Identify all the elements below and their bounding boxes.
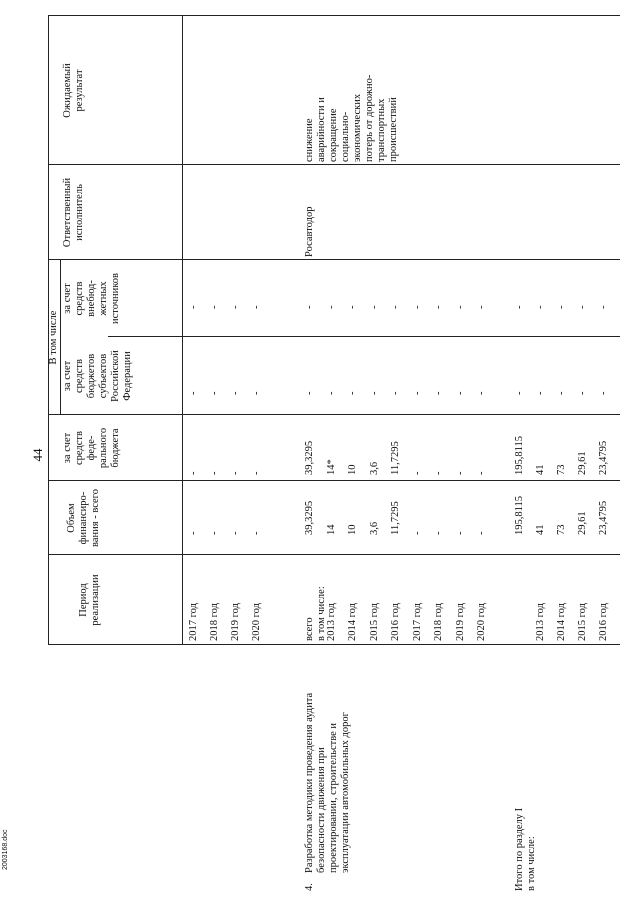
header-bottom-line — [182, 15, 183, 645]
period-cell: 2013 год — [535, 603, 546, 641]
period-cell: всего в том числе: — [304, 586, 327, 641]
federal-cell: 29,61 — [577, 451, 588, 475]
period-cell: 2020 год — [476, 603, 487, 641]
header-result: Ожидаемый результат — [62, 63, 85, 118]
federal-cell: - — [251, 471, 262, 475]
volume-cell: - — [476, 531, 487, 535]
subheader-line — [60, 260, 61, 415]
column-line — [108, 336, 620, 337]
header-period: Период реализации — [78, 574, 101, 626]
period-cell: 2019 год — [454, 603, 466, 641]
header-volume: Объем финансиро- вания - всего — [66, 489, 101, 547]
volume-cell: 3,6 — [368, 521, 380, 535]
regional-cell: - — [411, 391, 423, 395]
regional-cell: - — [230, 391, 241, 395]
volume-cell: 23,4795 — [598, 500, 609, 535]
header-including: В том числе — [48, 310, 59, 365]
total-label: Итого по разделу I в том числе: — [514, 807, 537, 891]
extra-cell: - — [347, 305, 358, 309]
extra-cell: - — [411, 305, 423, 309]
volume-cell: 29,61 — [577, 511, 588, 535]
extra-cell: - — [230, 305, 241, 309]
period-cell: 2015 год — [577, 603, 588, 641]
regional-cell: - — [535, 391, 546, 395]
federal-cell: 3,6 — [368, 461, 380, 475]
header-regional: за счет средств бюджетов субъектов Российской Федерации — [62, 350, 133, 402]
volume-cell: 39,3295 — [304, 500, 315, 535]
regional-cell: - — [556, 391, 567, 395]
period-cell: 2016 год — [598, 603, 609, 641]
rotated-page — [30, 15, 620, 895]
volume-cell: 10 — [347, 524, 358, 535]
column-line — [48, 259, 620, 260]
period-cell: 2020 год — [251, 603, 262, 641]
volume-cell: 73 — [556, 524, 567, 535]
federal-cell: - — [476, 471, 487, 475]
regional-cell: - — [598, 391, 609, 395]
period-cell: 2017 год — [188, 603, 199, 641]
regional-cell: - — [188, 391, 199, 395]
regional-cell: - — [577, 391, 588, 395]
extra-cell: - — [476, 305, 487, 309]
period-cell: 2015 год — [368, 603, 380, 641]
extra-cell: - — [304, 305, 315, 309]
extra-cell: - — [598, 305, 609, 309]
column-line — [48, 480, 620, 481]
volume-cell: - — [433, 531, 444, 535]
item-executor: Росавтодор — [304, 206, 315, 257]
federal-cell: - — [188, 471, 199, 475]
volume-cell: - — [251, 531, 262, 535]
item-number: 4. — [304, 883, 315, 891]
regional-cell: - — [390, 391, 401, 395]
regional-cell: - — [454, 391, 466, 395]
header-executor: Ответственный исполнитель — [62, 177, 85, 248]
regional-cell: - — [347, 391, 358, 395]
federal-cell: 14* — [325, 459, 337, 475]
regional-cell: - — [514, 391, 525, 395]
volume-cell: 14 — [325, 524, 337, 535]
budget-table — [48, 15, 620, 895]
federal-cell: - — [230, 471, 241, 475]
period-cell: 2019 год — [230, 603, 241, 641]
federal-cell: 23,4795 — [598, 440, 609, 475]
header-federal: за счет средств феде- рального бюджета — [62, 427, 121, 469]
period-cell: 2018 год — [433, 603, 444, 641]
federal-cell: 11,7295 — [390, 441, 401, 475]
page-number: 44 — [30, 448, 45, 462]
federal-cell: 195,8115 — [514, 436, 525, 475]
regional-cell: - — [209, 391, 220, 395]
period-cell: 2018 год — [209, 603, 220, 641]
table-border-left — [48, 644, 620, 645]
extra-cell: - — [577, 305, 588, 309]
volume-cell: - — [411, 531, 423, 535]
federal-cell: - — [411, 471, 423, 475]
regional-cell: - — [251, 391, 262, 395]
extra-cell: - — [514, 305, 525, 309]
document-id: 2003168.doc — [2, 829, 9, 870]
regional-cell: - — [325, 391, 337, 395]
extra-cell: - — [368, 305, 380, 309]
extra-cell: - — [556, 305, 567, 309]
column-line — [48, 164, 620, 165]
extra-cell: - — [433, 305, 444, 309]
regional-cell: - — [433, 391, 444, 395]
federal-cell: 41 — [535, 464, 546, 475]
federal-cell: - — [209, 471, 220, 475]
regional-cell: - — [368, 391, 380, 395]
volume-cell: 11,7295 — [390, 501, 401, 535]
extra-cell: - — [188, 305, 199, 309]
item-title: Разработка методики проведения аудита безопасности движения при проектировании, строительстве и эксплуатации автомобильных дорог — [304, 692, 351, 873]
header-extra: за счет средств внебюд- жетных источников — [62, 273, 121, 325]
volume-cell: - — [188, 531, 199, 535]
federal-cell: - — [454, 471, 466, 475]
period-cell: 2016 год — [390, 603, 401, 641]
federal-cell: - — [433, 471, 444, 475]
period-cell: 2014 год — [556, 603, 567, 641]
extra-cell: - — [535, 305, 546, 309]
extra-cell: - — [325, 305, 337, 309]
volume-cell: - — [209, 531, 220, 535]
extra-cell: - — [251, 305, 262, 309]
volume-cell: - — [454, 531, 466, 535]
regional-cell: - — [304, 391, 315, 395]
period-cell: 2017 год — [411, 603, 423, 641]
volume-cell: 195,8115 — [514, 496, 525, 535]
column-line — [48, 554, 620, 555]
extra-cell: - — [454, 305, 466, 309]
extra-cell: - — [390, 305, 401, 309]
period-cell: 2013 год — [325, 603, 337, 641]
extra-cell: - — [209, 305, 220, 309]
regional-cell: - — [476, 391, 487, 395]
federal-cell: 10 — [347, 464, 358, 475]
volume-cell: 41 — [535, 524, 546, 535]
volume-cell: - — [230, 531, 241, 535]
federal-cell: 73 — [556, 464, 567, 475]
federal-cell: 39,3295 — [304, 440, 315, 475]
item-expected-result: снижение аварийности и сокращение социально- экономических потерь от дорожно- транспортных происшествий — [304, 74, 399, 162]
period-cell: 2014 год — [347, 603, 358, 641]
